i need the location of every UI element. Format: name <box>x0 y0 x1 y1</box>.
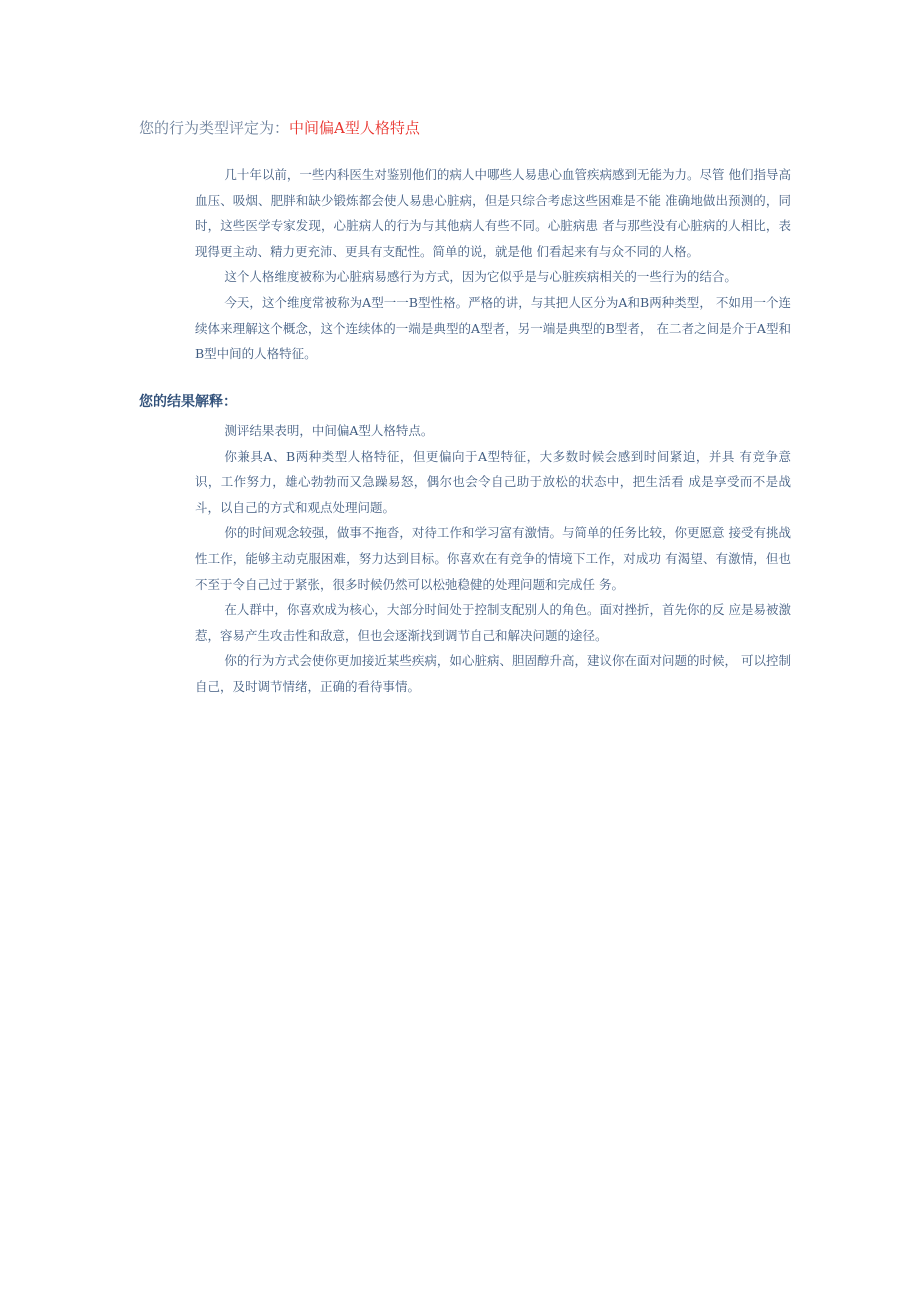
interpretation-paragraph: 测评结果表明，中间偏A型人格特点。 <box>224 423 434 438</box>
intro-paragraph: 今天，这个维度常被称为A型一一B型性格。严格的讲，与其把人区分为A和B两种类型， 不如用一个连续体来理解这个概念，这个连续体的一端是典型的A型者，另一端是典型的B型者， 在二者之间是介于A型和B型中间的人格特征。 <box>195 294 791 362</box>
interpretation-heading: 您的结果解释： <box>139 394 237 410</box>
intro-section <box>195 162 791 367</box>
interpretation-paragraph: 你兼具A、B两种类型人格特征，但更偏向于A型特征，大多数时候会感到时间紧迫，并具 有竞争意识，工作努力，雄心勃勃而又急躁易怒，偶尔也会令自己助于放松的状态中，把生活看 成是享受而不是战斗，以自己的方式和观点处理问题。 <box>195 448 791 515</box>
result-heading-label: 您的行为类型评定为： <box>139 119 290 137</box>
interpretation-paragraph: 你的行为方式会使你更加接近某些疾病，如心脏病、胆固醇升高，建议你在面对问题的时候， 可以控制自己，及时调节情绪，正确的看待事情。 <box>195 653 791 694</box>
interpretation-section <box>195 418 791 700</box>
intro-paragraph: 几十年以前，一些内科医生对鉴别他们的病人中哪些人易患心血管疾病感到无能为力。尽管 他们指导高血压、吸烟、肥胖和缺少锻炼都会使人易患心脏病，但是只综合考虑这些困难是不能 准确地做出预测的，同时，这些医学专家发现，心脏病人的行为与其他病人有些不同。心脏病患 者与那些没有心脏病的人相比，表现得更主动、精力更充沛、更具有支配性。简单的说，就是他 们看起来有与众不同的人格。 <box>195 167 791 259</box>
intro-paragraph: 这个人格维度被称为心脏病易感行为方式，因为它似乎是与心脏疾病相关的一些行为的结合。 <box>224 269 737 285</box>
result-heading <box>139 117 420 139</box>
result-heading-value: 中间偏A型人格特点 <box>289 119 420 137</box>
interpretation-paragraph: 在人群中，你喜欢成为核心，大部分时间处于控制支配别人的角色。面对挫折，首先你的反 应是易被激惹，容易产生攻击性和敌意，但也会逐渐找到调节自己和解决问题的途径。 <box>195 602 791 643</box>
interpretation-paragraph: 你的时间观念较强，做事不拖沓，对待工作和学习富有激情。与简单的任务比较，你更愿意 接受有挑战性工作，能够主动克服困难，努力达到目标。你喜欢在有竞争的情境下工作，对成功 有渴望、有激情，但也不至于令自己过于紧张，很多时候仍然可以松弛稳健的处理问题和完成任 务。 <box>195 525 791 592</box>
